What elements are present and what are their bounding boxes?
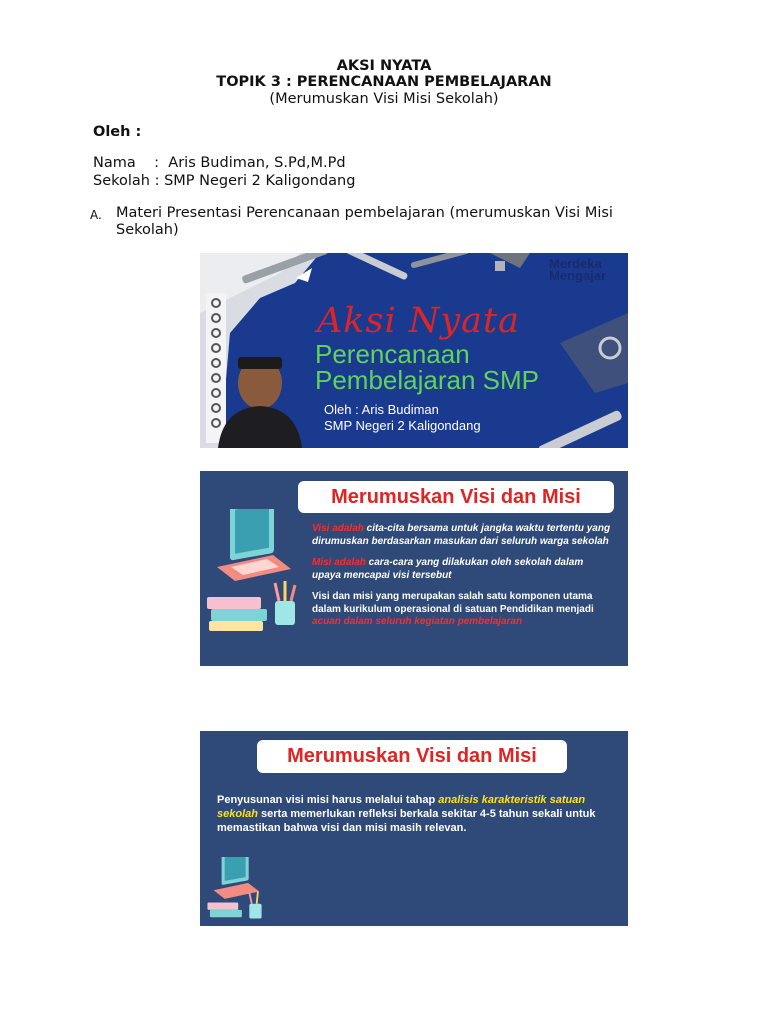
process-text-after: serta memerlukan refleksi berkala sekitar 4-5 tahun sekali untuk memastikan bahwa visi dan misi masih relevan. [217,808,596,834]
slide-cover [200,253,628,448]
author-name-line: Nama : Aris Budiman, S.Pd,M.Pd [93,155,346,171]
slide-script-title: Aksi Nyata [317,301,520,341]
brand-line-2: Mengajar [549,268,607,283]
laptop-books-illustration [205,509,305,639]
component-text: Visi dan misi yang merupakan salah satu komponen utama dalam kurikulum operasional di satuan Pendidikan menjadi [312,591,594,615]
visi-paragraph [312,523,612,548]
slide-title: Merumuskan Visi dan Misi [257,740,567,773]
misi-term: Misi adalah [312,557,366,568]
slide-visi-misi-definition [200,471,628,666]
brand-line-1: Merdeka [549,256,602,271]
document-subtitle: (Merumuskan Visi Misi Sekolah) [269,91,499,107]
process-text-before: Penyusunan visi misi harus melalui tahap [217,794,439,806]
process-highlight: analisis karakteristik satuan sekolah [217,794,586,820]
laptop-books-illustration [206,857,268,921]
document-title: AKSI NYATA [336,58,432,74]
slide-author [324,402,481,434]
component-highlight: acuan dalam seluruh kegiatan pembelajaran [312,616,523,627]
section-text: Materi Presentasi Perencanaan pembelajaran (merumuskan Visi Misi Sekolah) [116,205,613,238]
slide-body [312,523,612,638]
merdeka-mengajar-logo [549,258,606,282]
slide-author-name: Oleh : Aris Budiman [324,402,439,417]
misi-definition: cara-cara yang dilakukan oleh sekolah dalam upaya mencapai visi tersebut [312,557,584,581]
slide-main-title [315,341,539,393]
slide-author-school: SMP Negeri 2 Kaligondang [324,418,481,433]
by-label: Oleh : [93,124,142,140]
misi-paragraph [312,557,612,582]
slide-visi-misi-process [200,731,628,926]
visi-definition: cita-cita bersama untuk jangka waktu tertentu yang dirumuskan berdasarkan masukan dari seluruh warga sekolah [312,523,611,547]
slide-body [217,793,607,835]
slide-title-line-1: Perencanaan [315,339,470,369]
slide-title-line-2: Pembelajaran SMP [315,365,539,395]
document-topic: TOPIK 3 : PERENCANAAN PEMBELAJARAN [216,74,552,90]
component-paragraph [312,591,612,629]
author-school-line: Sekolah : SMP Negeri 2 Kaligondang [93,173,356,189]
section-letter: A. [90,208,102,222]
slide-title: Merumuskan Visi dan Misi [298,481,614,513]
visi-term: Visi adalah [312,523,364,534]
